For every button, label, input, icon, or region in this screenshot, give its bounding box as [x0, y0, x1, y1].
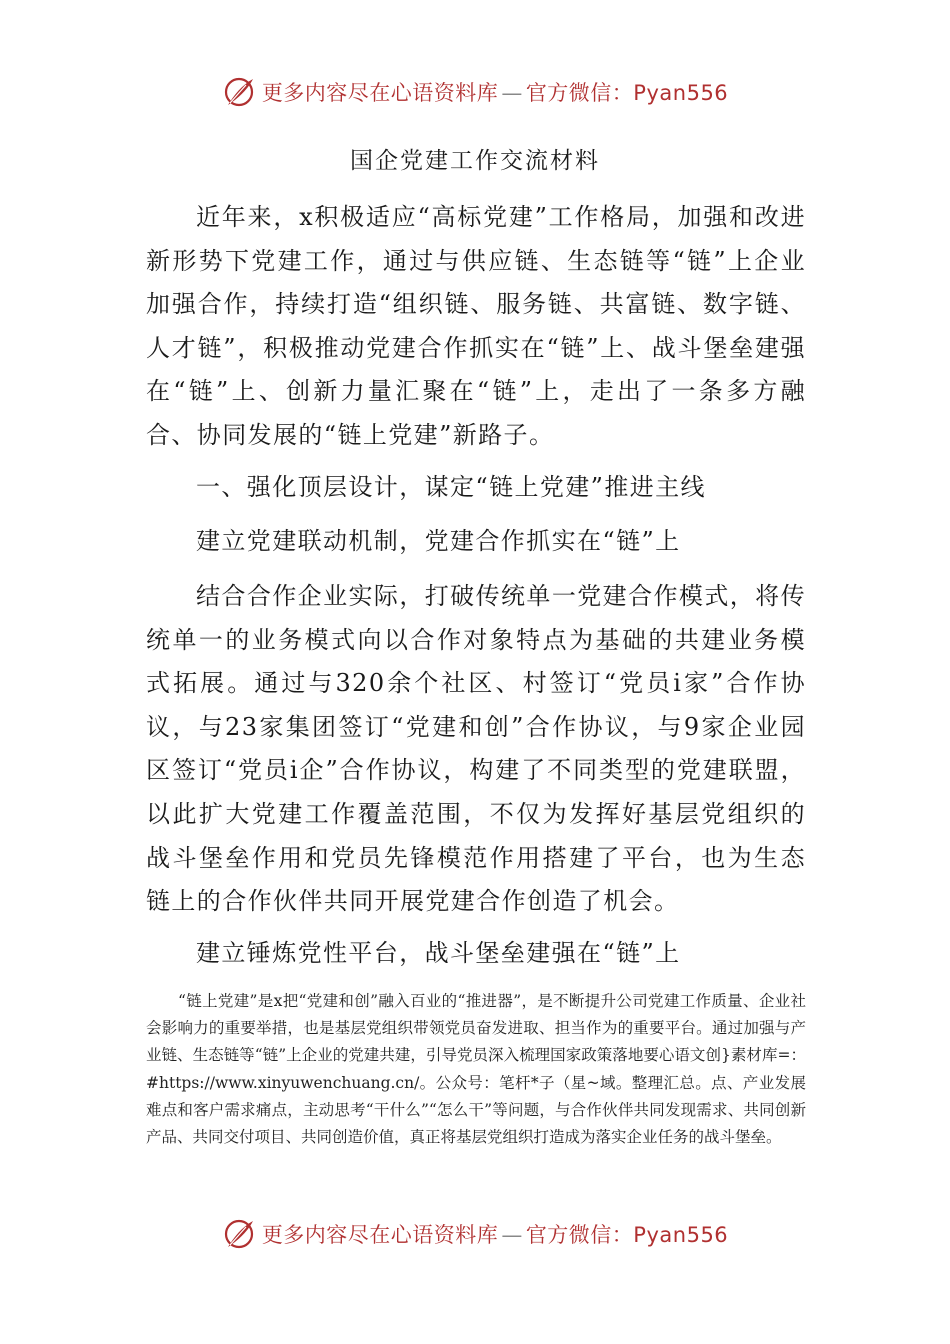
intro-paragraph: 近年来，x积极适应“高标党建”工作格局，加强和改进新形势下党建工作，通过与供应链、生态链等“链”上企业加强合作，持续打造“组织链、服务链、共富链、数字链、人才链”，积极推动党建合作抓实在“链”上、战斗堡垒建强在“链”上、创新力量汇聚在“链”上，走出了一条多方融合、协同发展的“链上党建”新路子。	[146, 203, 806, 449]
document-title: 国企党建工作交流材料	[350, 148, 600, 174]
watermark-header	[0, 72, 950, 112]
watermark-text: 更多内容尽在心语资料库 — 官方微信：Pyan556	[261, 81, 729, 105]
watermark-footer	[0, 1214, 950, 1254]
section-heading: 一、强化顶层设计，谋定“链上党建”推进主线	[196, 473, 706, 501]
subsection-heading: 建立锤炼党性平台，战斗堡垒建强在“链”上	[196, 939, 681, 967]
quill-logo-icon	[222, 75, 256, 109]
subsection-heading: 建立党建联动机制，党建合作抓实在“链”上	[196, 527, 681, 555]
quill-logo-icon	[222, 1217, 256, 1251]
small-paragraph: “链上党建”是x把“党建和创”融入百业的“推进器”，是不断提升公司党建工作质量、企业社会影响力的重要举措，也是基层党组织带领党员奋发进取、担当作为的重要平台。通过加强与产业链、生态链等“链”上企业的党建共建，引导党员深入梳理国家政策落地要心语文创}素材库=：#https://www.xinyuwenchuang.cn/。公众号：笔杆*子（星~域。整理汇总。点、产业发展难点和客户需求痛点，主动思考“干什么”“怎么干”等问题，与合作伙伴共同发现需求、共同创新产品、共同交付项目、共同创造价值，真正将基层党组织打造成为落实企业任务的战斗堡垒。	[146, 992, 806, 1147]
watermark-text: 更多内容尽在心语资料库 — 官方微信：Pyan556	[261, 1223, 729, 1247]
body-paragraph: 结合合作企业实际，打破传统单一党建合作模式，将传统单一的业务模式向以合作对象特点为基础的共建业务模式拓展。通过与320余个社区、村签订“党员i家”合作协议，与23家集团签订“党建和创”合作协议，与9家企业园区签订“党员i企”合作协议，构建了不同类型的党建联盟，以此扩大党建工作覆盖范围，不仅为发挥好基层党组织的战斗堡垒作用和党员先锋模范作用搭建了平台，也为生态链上的合作伙伴共同开展党建合作创造了机会。	[146, 582, 806, 916]
